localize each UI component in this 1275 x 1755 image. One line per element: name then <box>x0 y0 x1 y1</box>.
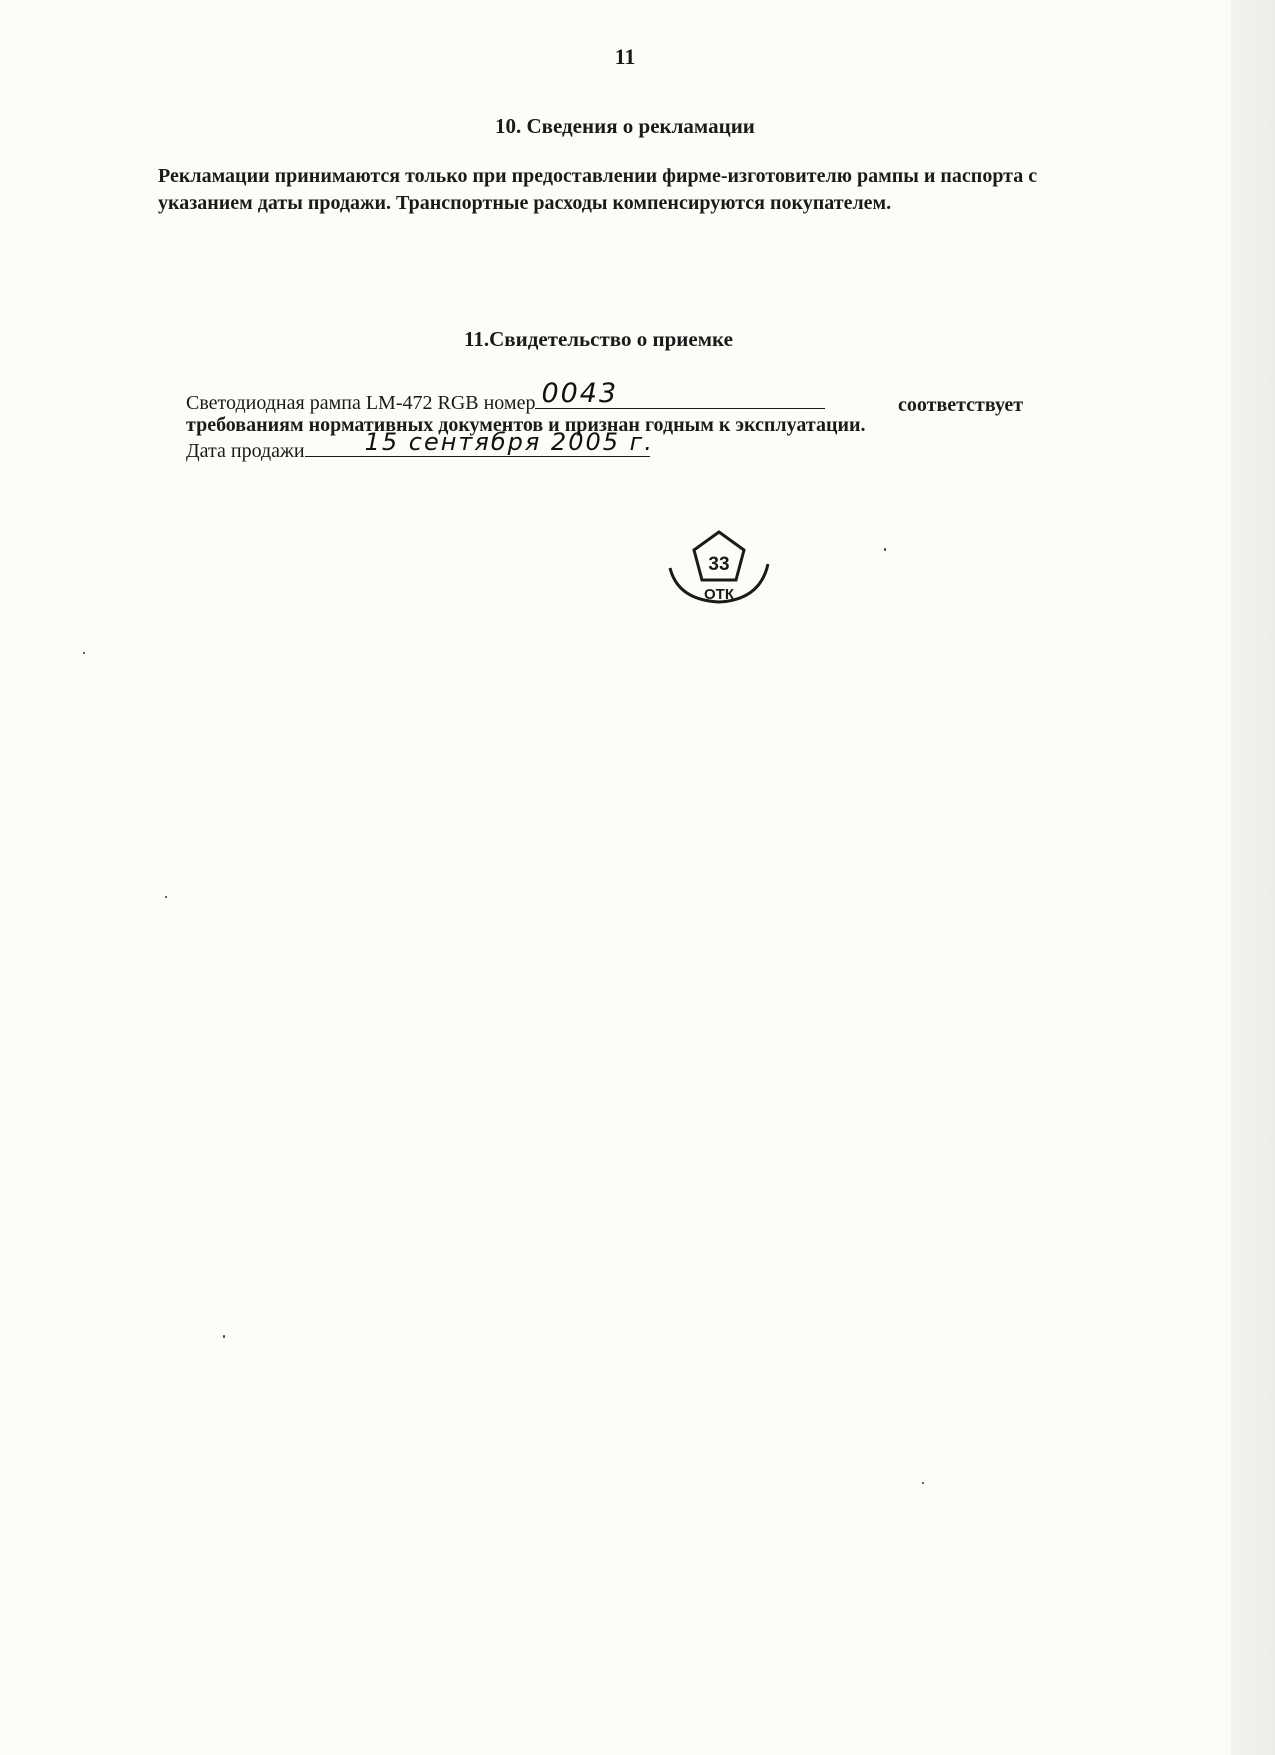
qc-stamp <box>666 528 772 608</box>
sale-date-label: Дата продажи <box>186 440 305 462</box>
sale-date-handwritten: 15 сентября 2005 г. <box>364 428 654 456</box>
sale-date-field <box>305 428 654 457</box>
section-11-heading: 11.Свидетельство о приемке <box>464 327 733 351</box>
section-10-text: Рекламации принимаются только при предоставлении фирме-изготовителю рампы и паспорта с указанием даты продажи. Транспортные расходы компенсируются покупателем. <box>158 165 1038 214</box>
scan-speck <box>922 1482 924 1484</box>
scan-speck <box>223 1335 225 1338</box>
scan-speck <box>884 548 886 551</box>
page-number: 11 <box>614 44 636 69</box>
acceptance-line-1-prefix: Светодиодная рампа LM-472 RGB номер <box>186 392 536 414</box>
scan-speck <box>165 896 167 898</box>
scan-edge-shadow <box>1231 0 1275 1755</box>
stamp-number: 33 <box>708 554 730 575</box>
stamp-label: ОТК <box>704 586 734 603</box>
sale-date-line <box>186 428 654 463</box>
section-10-heading: 10. Сведения о рекламации <box>495 114 755 138</box>
scan-speck <box>83 652 85 654</box>
serial-number-handwritten: 0043 <box>541 378 619 409</box>
serial-number-field <box>535 378 825 409</box>
acceptance-line-2: требованиям нормативных документов и признан годным к эксплуатации. <box>186 414 866 436</box>
acceptance-line-1-suffix: соответствует <box>898 394 1024 416</box>
acceptance-line-1 <box>186 378 825 415</box>
